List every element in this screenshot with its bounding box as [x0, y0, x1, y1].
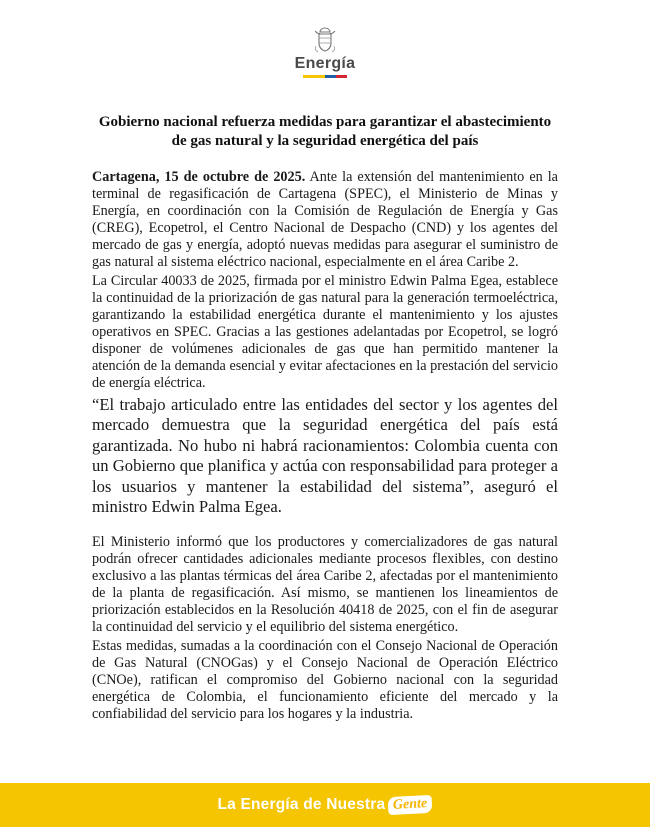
- press-release-body: [92, 169, 558, 723]
- footer-banner: [0, 783, 650, 827]
- brand-name: Energía: [294, 55, 356, 72]
- paragraph-intro: [92, 169, 558, 271]
- paragraph-circular: La Circular 40033 de 2025, firmada por el ministro Edwin Palma Egea, establece la continuidad de la priorización de gas natural para la generación termoeléctrica, garantizando la estabilidad energética durante el mantenimiento y los ajustes operativos en SPEC. Gracias a las gestiones adelantadas por Ecopetrol, se logró disponer de volúmenes adicionales de gas que han permitido mantener la atención de la demanda esencial y evitar afectaciones en la prestación del servicio de energía eléctrica.: [92, 273, 558, 391]
- press-release-title: Gobierno nacional refuerza medidas para garantizar el abastecimiento de gas natural y la seguridad energética del país: [98, 114, 552, 149]
- ministry-logo: [0, 26, 650, 78]
- paragraph-intro-text: Ante la extensión del mantenimiento en la terminal de regasificación de Cartagena (SPEC), el Ministerio de Minas y Energía, en coordinación con la Comisión de Regulación de Energía y Gas (CREG), Ecopetrol, el Centro Nacional de Despacho (CND) y los agentes del mercado de gas y energía, adoptó nuevas medidas para asegurar el suministro de gas natural al sistema eléctrico nacional, especialmente en el área Caribe 2.: [92, 169, 558, 270]
- minister-quote: “El trabajo articulado entre las entidades del sector y los agentes del mercado demuestra que la seguridad energética del país está garantizada. No hubo ni habrá racionamientos: Colombia cuenta con un Gobierno que planifica y actúa con responsabilidad para proteger a los usuarios y mantener la estabilidad del sistema”, aseguró el ministro Edwin Palma Egea.: [92, 395, 558, 517]
- dateline: Cartagena, 15 de octubre de 2025.: [92, 169, 306, 185]
- flag-stripe: [303, 75, 347, 78]
- paragraph-closing: Estas medidas, sumadas a la coordinación con el Consejo Nacional de Operación de Gas Natural (CNOGas) y el Consejo Nacional de Operación Eléctrico (CNOe), ratifican el compromiso del Gobierno nacional con la seguridad energética de Colombia, el funcionamiento eficiente del mercado y la confiabilidad del servicio para los hogares y la industria.: [92, 638, 558, 723]
- colombia-coat-of-arms-icon: [312, 26, 338, 54]
- paragraph-producers: El Ministerio informó que los productores y comercializadores de gas natural podrán ofrecer cantidades adicionales mediante procesos flexibles, con destino exclusivo a las plantas térmicas del área Caribe 2, afectadas por el mantenimiento de la planta de regasificación. Así mismo, se mantienen los lineamientos de priorización establecidos en la Resolución 40418 de 2025, con el fin de asegurar la continuidad del servicio y el equilibrio del sistema energético.: [92, 534, 558, 636]
- footer-slogan: La Energía de Nuestra: [217, 796, 386, 813]
- footer-slogan-badge: Gente: [388, 795, 433, 815]
